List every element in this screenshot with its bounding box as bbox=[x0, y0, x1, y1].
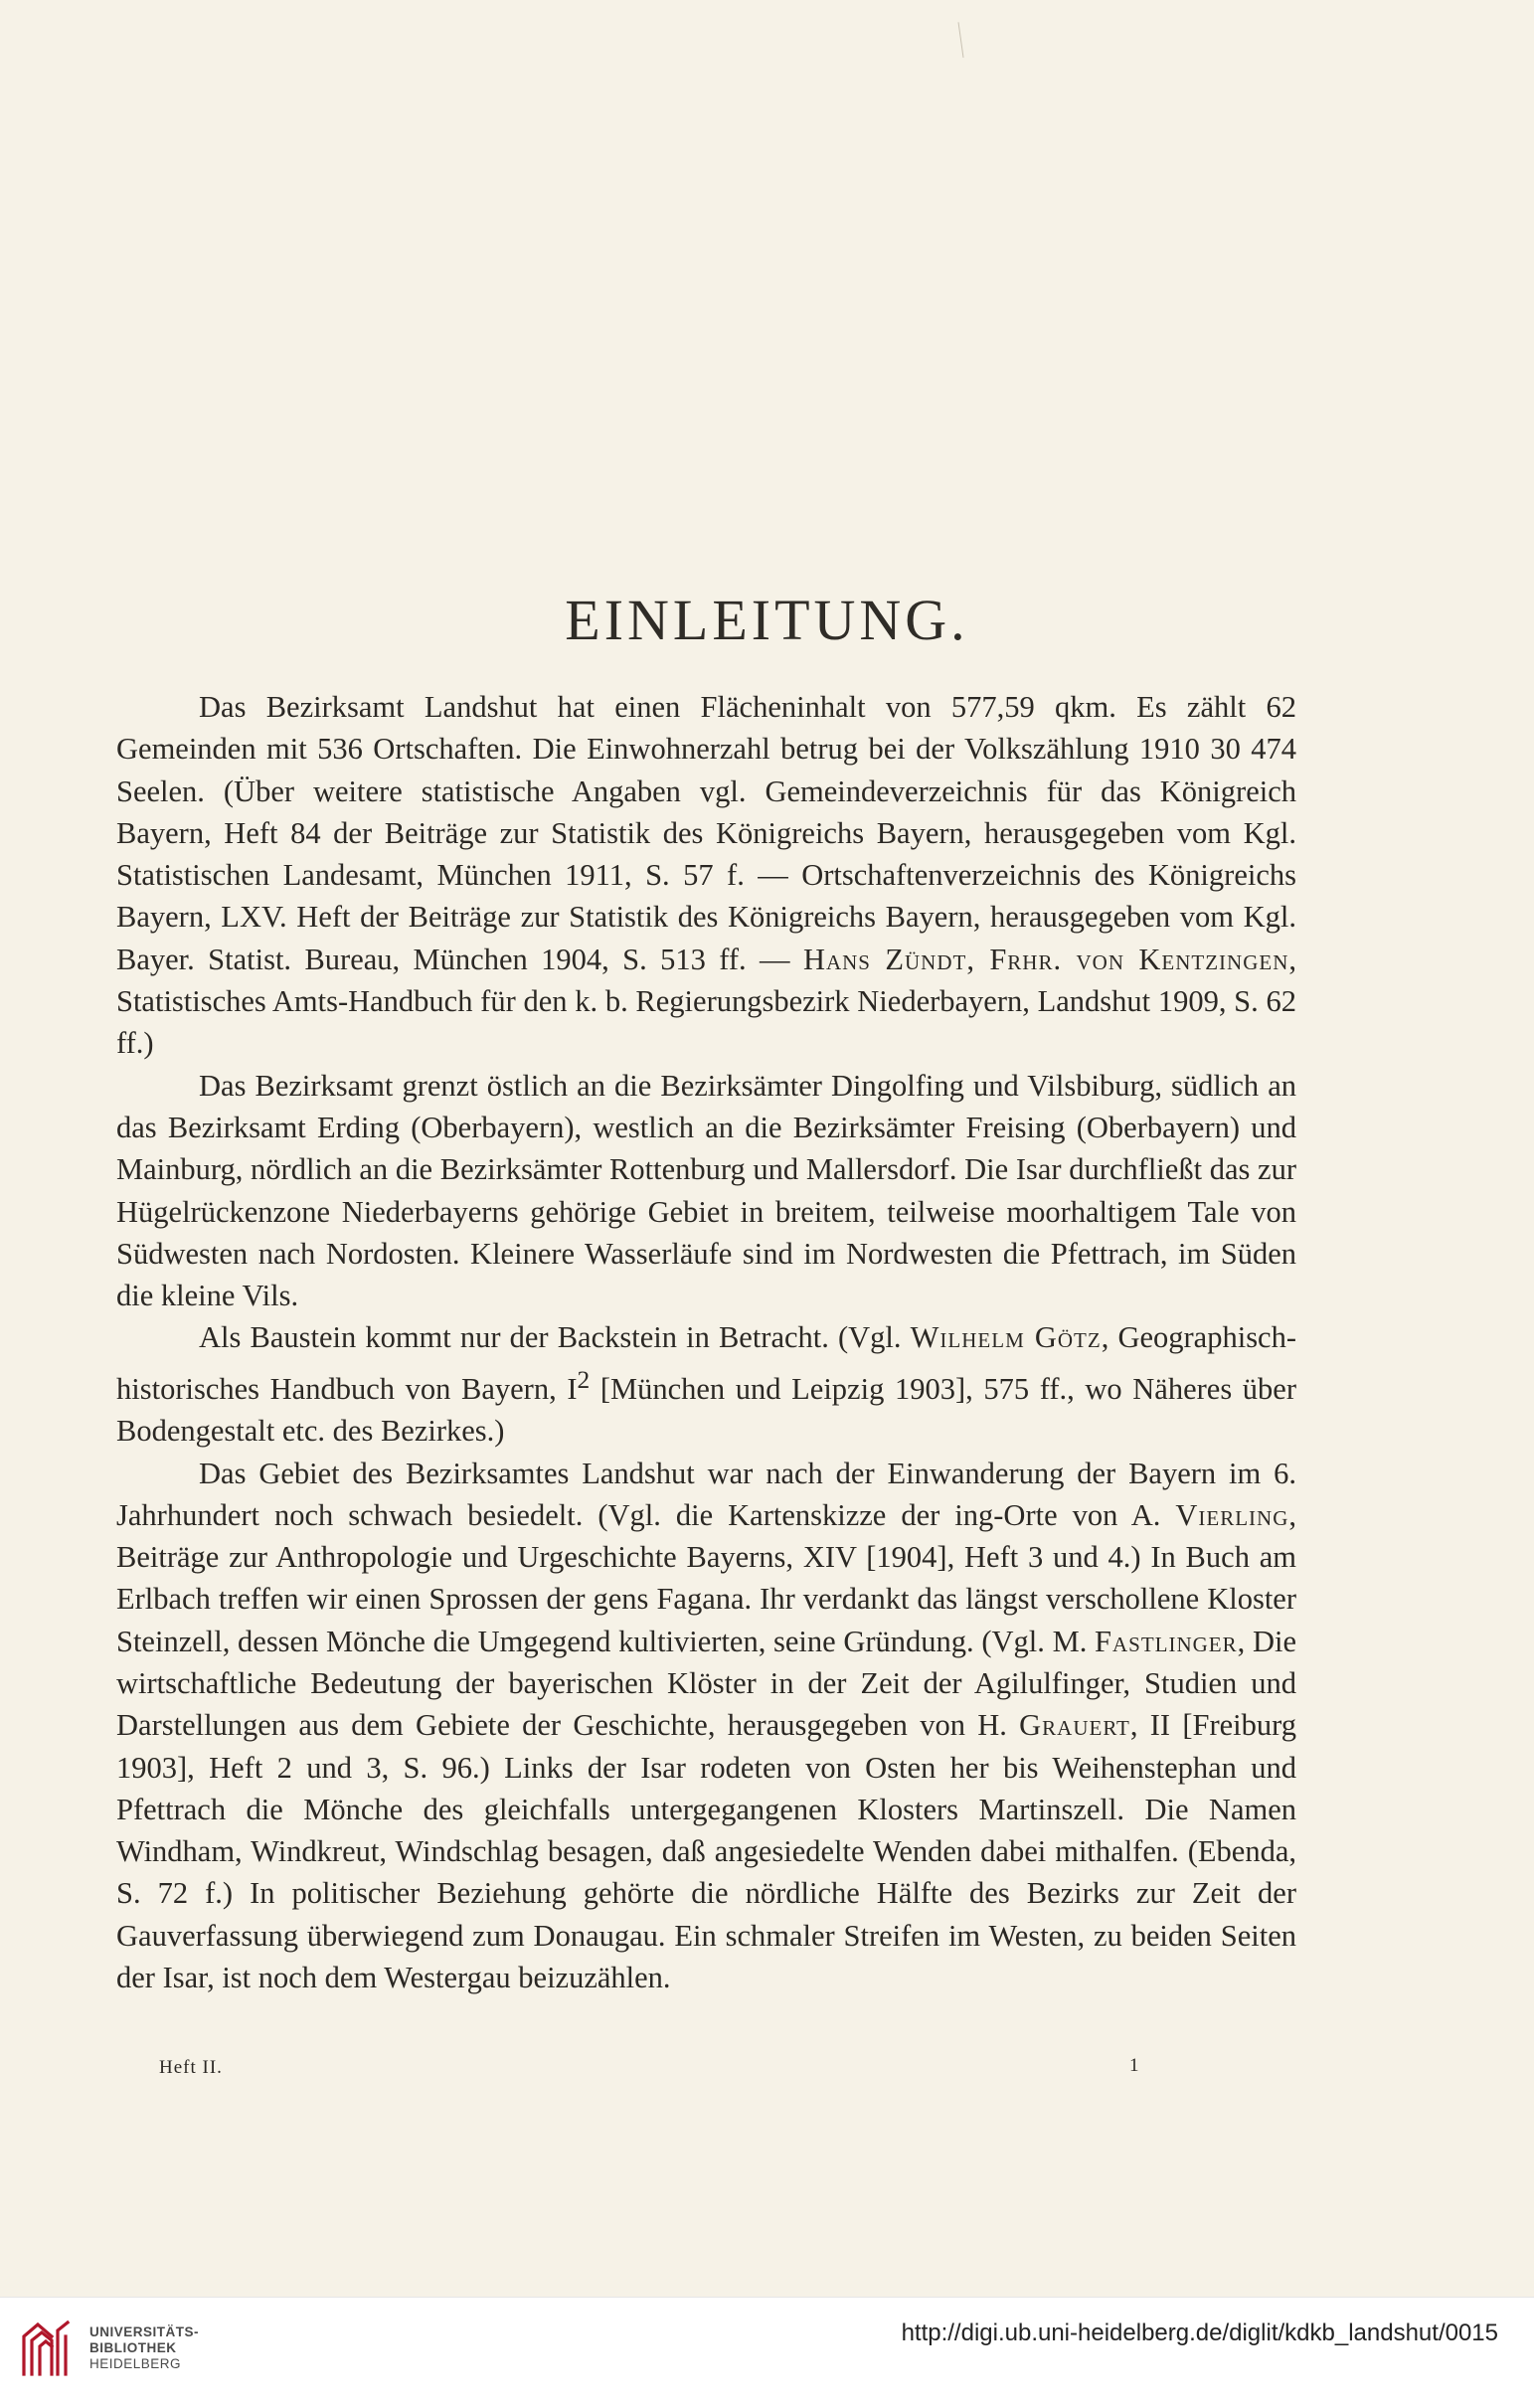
paragraph bbox=[116, 686, 1296, 1065]
page-title: EINLEITUNG. bbox=[565, 588, 969, 652]
author-name: Hans Zündt, Frhr. von Kentzingen bbox=[802, 942, 1289, 976]
paragraph bbox=[116, 1453, 1296, 1999]
superscript: 2 bbox=[577, 1365, 591, 1394]
library-name-line1: UNIVERSITÄTS- bbox=[89, 2324, 200, 2339]
text-run: , Die wirtschaftliche Bedeutung der bayerischen Klöster in der Zeit der Agilulfinger, Studien und Darstellungen aus dem Gebiete der Geschichte, herausgegeben von H. bbox=[116, 1624, 1296, 1743]
text-run: Das Bezirksamt grenzt östlich an die Bezirksämter Dingolfing und Vilsbiburg, südlich an das Bezirksamt Erding (Oberbayern), westlich an die Bezirksämter Freising (Oberbayern) und Mainburg, nördlich an die Bezirksämter Rottenburg und Mallersdorf. Die Isar durchfließt das zur Hügelrückenzone Niederbayerns gehörige Gebiet in breitem, teilweise moorhaltigem Tale von Südwesten nach Nordosten. Kleinere Wasserläufe sind im Nordwesten die Pfettrach, im Süden die kleine Vils. bbox=[116, 1068, 1296, 1313]
text-run: Als Baustein kommt nur der Backstein in Betracht. (Vgl. bbox=[199, 1320, 911, 1355]
paragraph bbox=[116, 1065, 1296, 1317]
paragraph bbox=[116, 1316, 1296, 1452]
text-run: , II [Freiburg 1903], Heft 2 und 3, S. 96.) Links der Isar rodeten von Osten her bis Weihenstephan und Pfettrach die Mönche des gleichfalls untergegangenen Klosters Martinszell. Die Namen Windham, Windkreut, Windschlag besagen, daß angesiedelte Wenden dabei mithalfen. (Ebenda, S. 72 f.) In politischer Beziehung gehörte die nördliche Hälfte des Bezirks zur Zeit der Gauverfassung überwiegend zum Donaugau. Ein schmaler Streifen im Westen, zu beiden Seiten der Isar, ist noch dem Westergau beizuzählen. bbox=[116, 1708, 1296, 1995]
text-run: , Statistisches Amts-Handbuch für den k. b. Regierungsbezirk Niederbayern, Landshut 1909, S. 62 ff.) bbox=[116, 942, 1297, 1061]
author-name: Grauert bbox=[1019, 1708, 1130, 1743]
heidelberg-library-logo-icon bbox=[18, 2317, 74, 2378]
body-text bbox=[116, 686, 1296, 1998]
text-run: , Beiträge zur Anthropologie und Urgeschichte Bayerns, XIV [1904], Heft 3 und 4.) In Buch am Erlbach treffen wir einen Sprossen der gens Fagana. Ihr verdankt das längst verschollene Kloster Steinzell, dessen Mönche die Umgegend kultivierten, seine Gründung. (Vgl. M. bbox=[116, 1497, 1296, 1658]
author-name: Wilhelm Götz bbox=[910, 1320, 1102, 1355]
page-number: 1 bbox=[1129, 2055, 1139, 2076]
text-run: [München und Leipzig 1903], 575 ff., wo Näheres über Bodengestalt etc. des Bezirkes.) bbox=[116, 1371, 1297, 1449]
text-run: , Geographisch-historisches Handbuch von Bayern, I bbox=[116, 1320, 1297, 1406]
author-name: Vierling bbox=[1175, 1497, 1289, 1532]
author-name: Fastlinger bbox=[1095, 1624, 1238, 1658]
signature-mark: Heft II. bbox=[159, 2057, 223, 2078]
library-name bbox=[89, 2324, 199, 2372]
text-run: Das Bezirksamt Landshut hat einen Flächeninhalt von 577,59 qkm. Es zählt 62 Gemeinden mit 536 Ortschaften. Die Einwohnerzahl betrug bei der Volkszählung 1910 30 474 Seelen. (Über weitere statistische Angaben vgl. Gemeindeverzeichnis für das Königreich Bayern, Heft 84 der Beiträge zur Statistik des Königreichs Bayern, herausgegeben vom Kgl. Statistischen Landesamt, München 1911, S. 57 f. — Ortschaftenverzeichnis des Königreichs Bayern, LXV. Heft der Beiträge zur Statistik des Königreichs Bayern, herausgegeben vom Kgl. Bayer. Statist. Bureau, München 1904, S. 513 ff. — bbox=[116, 690, 1296, 976]
library-footer-bar bbox=[0, 2297, 1534, 2408]
page-mark bbox=[958, 22, 966, 58]
text-run: Das Gebiet des Bezirksamtes Landshut war nach der Einwanderung der Bayern im 6. Jahrhundert noch schwach besiedelt. (Vgl. die Kartenskizze der ing-Orte von A. bbox=[116, 1456, 1296, 1532]
source-url[interactable]: http://digi.ub.uni-heidelberg.de/diglit/kdkb_landshut/0015 bbox=[901, 2320, 1498, 2346]
library-name-line2: BIBLIOTHEK bbox=[89, 2340, 177, 2355]
library-name-line3: HEIDELBERG bbox=[89, 2356, 182, 2371]
